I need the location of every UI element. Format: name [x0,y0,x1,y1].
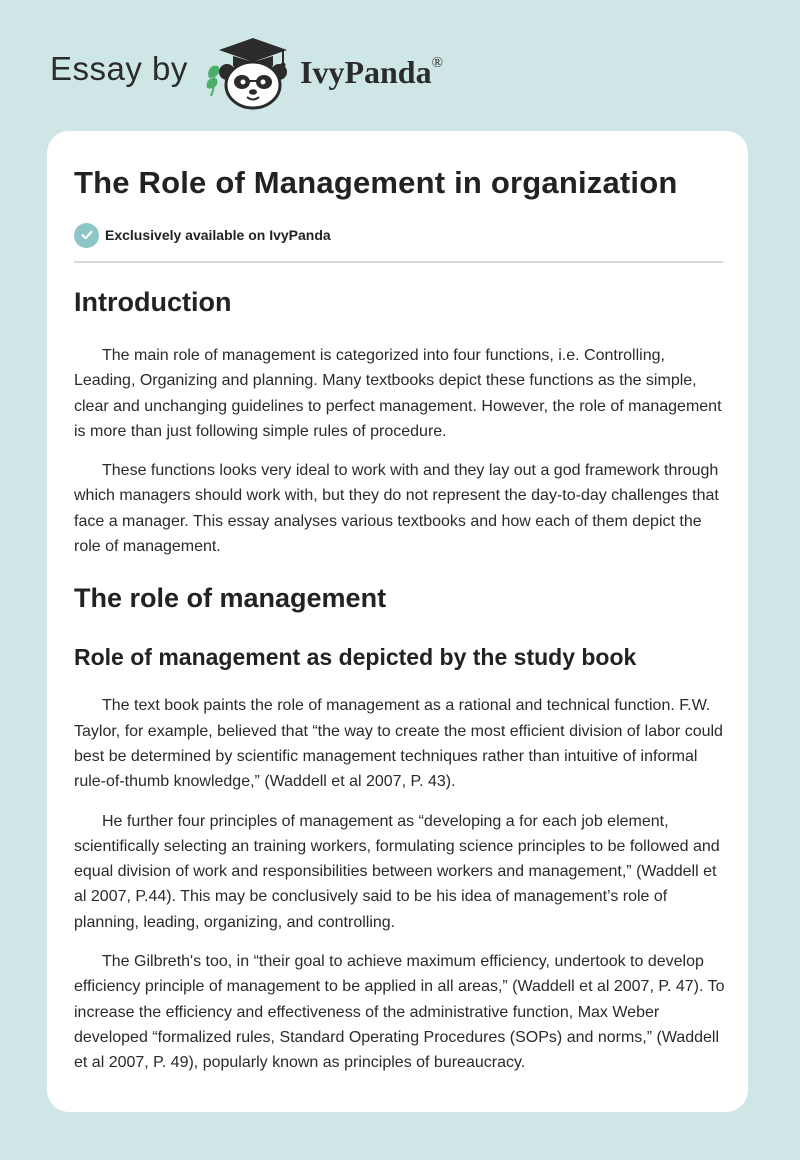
study-paragraph-3: The Gilbreth's too, in “their goal to achieve maximum efficiency, undertook to develop efficiency principle of management to be applied in all areas,” (Waddell et al 2007, P. 47). To increase the efficiency and effectiveness of the administrative function, Max Weber developed “formalized rules, Standard Operating Procedures (SOPs) and norms,” (Waddell et al 2007, P. 49), popularly known as principles of bureaucracy. [74,953,725,1072]
title-divider [74,261,723,263]
intro-paragraph-1: The main role of management is categorized into four functions, i.e. Controlling, Leading, Organizing and planning. Many textbooks depict these functions as the simple, clear and unchanging guidelines to perfect management. However, the role of management is more than just following simple rules of procedure. [74,347,722,440]
introduction-heading: Introduction [74,287,232,317]
intro-paragraph-2: These functions looks very ideal to work with and they lay out a god framework through which managers should work with, but they do not represent the day-to-day challenges that face a manager. This essay analyses various textbooks and how each of them depict the role of management. [74,462,719,556]
panda-logo-icon[interactable] [203,34,295,110]
essay-by-label: Essay by [50,50,188,87]
page-title: The Role of Management in organization [74,165,678,200]
study-paragraph-1: The text book paints the role of management as a rational and technical function. F.W. Taylor, for example, believed that “the way to create the most efficient division of labor could best be determined by scientific management techniques rather than intuitive of informal rule-of-thumb knowledge,” (Waddell et al 2007, P. 43). [74,697,723,791]
essay-card [47,131,748,1112]
brand-name[interactable] [300,54,443,91]
article-body [74,281,726,1076]
brand-text: IvyPanda [300,54,432,90]
study-book-heading: Role of management as depicted by the study book [74,644,637,671]
role-of-management-heading: The role of management [74,583,387,614]
study-paragraph-2: He further four principles of management as “developing a for each job element, scientifically selecting an training workers, formulating science principles to be followed and equal division of work and responsibilities between workers and management,” (Waddell et al 2007, P.44). This may be conclusively said to be his idea of management’s role of planning, leading, organizing, and controlling. [74,812,720,931]
check-icon [74,223,99,248]
registered-mark: ® [431,55,443,71]
exclusive-badge [74,222,331,248]
site-header [0,0,800,120]
exclusive-badge-label: Exclusively available on IvyPanda [105,227,331,243]
